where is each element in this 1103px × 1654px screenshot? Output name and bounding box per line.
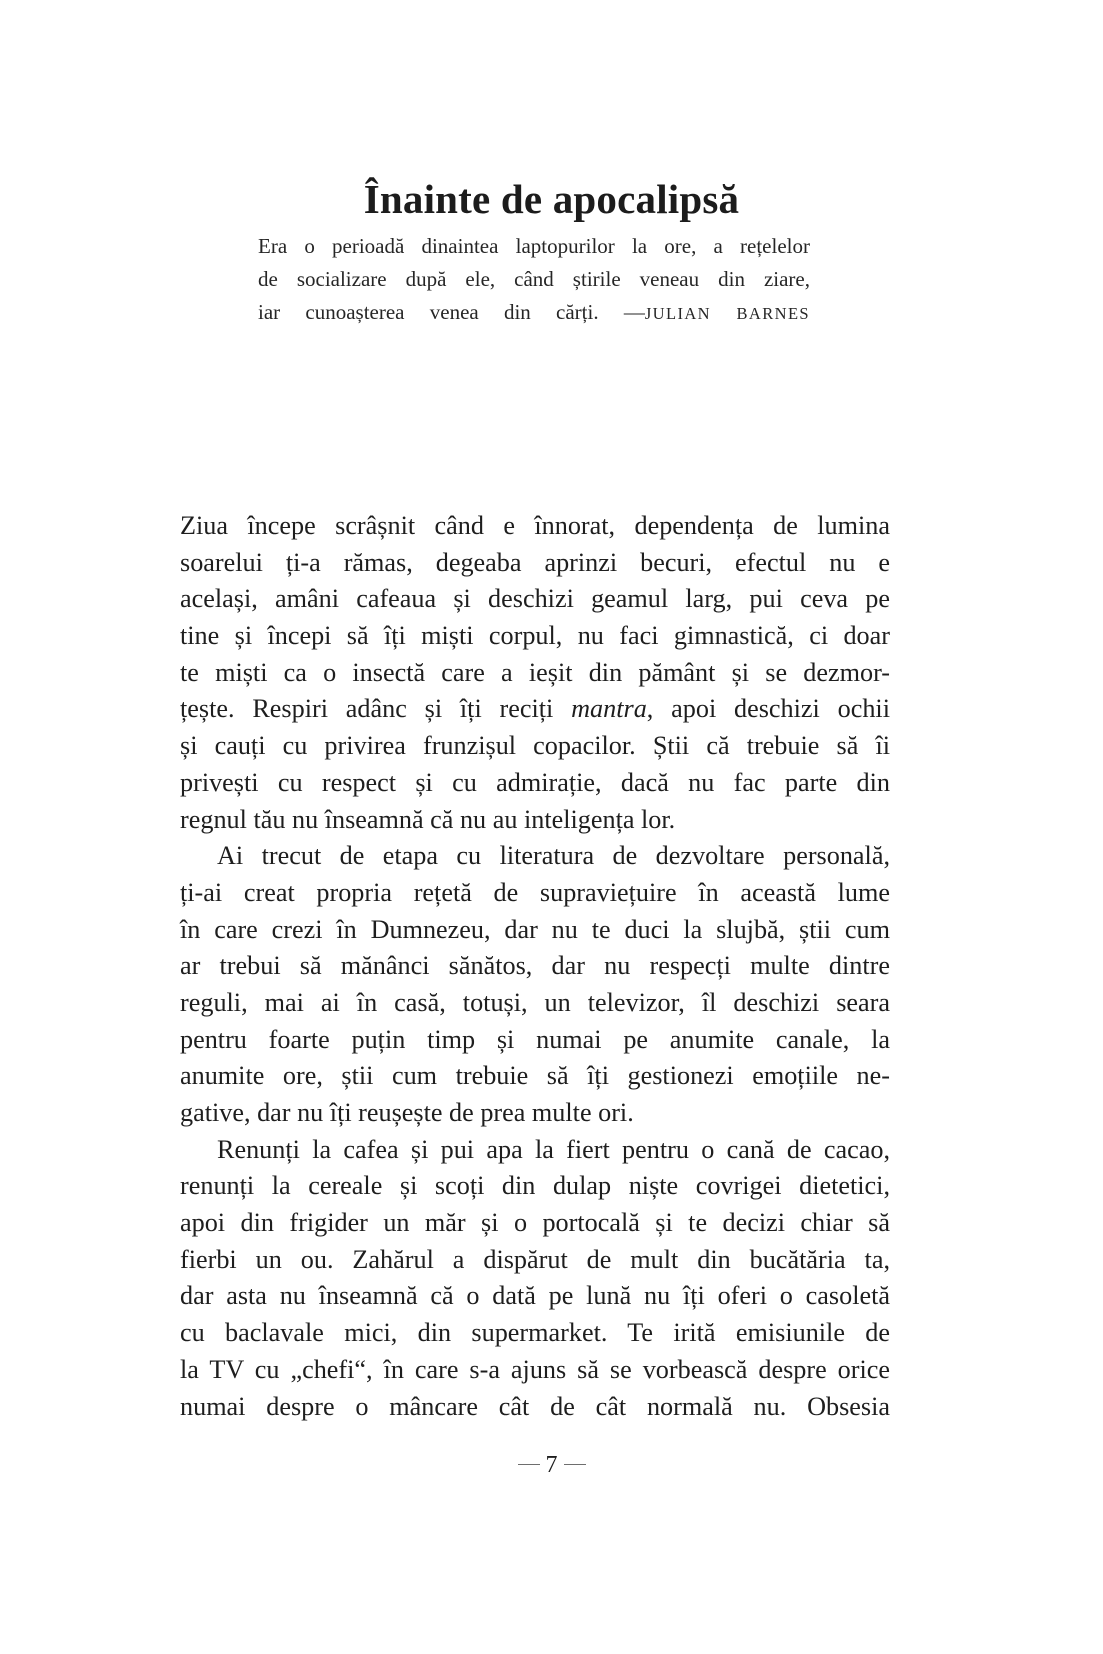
body-line: ar trebui să mănânci sănătos, dar nu respecți multe dintre [180, 951, 890, 981]
body-line: fierbi un ou. Zahărul a dispărut de mult din bucătăria ta, [180, 1244, 890, 1274]
body-line: același, amâni cafeaua și deschizi geamul larg, pui ceva pe [180, 584, 890, 614]
epigraph-line [258, 296, 810, 330]
page-number-dash-left [518, 1464, 540, 1465]
body-line: renunți la cereale și scoți din dulap niște covrigei dietetici, [180, 1171, 890, 1201]
body-line: Renunți la cafea și pui apa la fiert pentru o cană de cacao, [217, 1134, 890, 1164]
body-line-text: țește. Respiri adânc și îți reciți [180, 694, 572, 724]
body-line: tine și începi să îți miști corpul, nu faci gimnastică, ci doar [180, 621, 890, 651]
body-line: Ziua începe scrâșnit când e înnorat, dependența de lumina [180, 511, 890, 540]
body-line [180, 691, 890, 728]
epigraph-line: de socializare după ele, când știrile veneau din ziare, [258, 267, 810, 291]
page-number-value: 7 [545, 1452, 558, 1478]
body-line: cu baclavale mici, din supermarket. Te irită emisiunile de [180, 1318, 890, 1348]
body-line-text: , apoi deschizi ochii [646, 694, 890, 724]
emphasis-mantra: mantra [571, 694, 647, 724]
body-line: gative, dar nu îți reușește de prea multe ori. [180, 1098, 634, 1127]
body-line: reguli, mai ai în casă, totuși, un televizor, îl deschizi seara [180, 987, 890, 1017]
body-line: ți-ai creat propria rețetă de supraviețuire în această lume [180, 877, 890, 907]
body-line: regnul tău nu înseamnă că nu au inteligența lor. [180, 804, 676, 834]
page-number-dash-right [564, 1464, 586, 1465]
body-line: privești cu respect și cu admirație, dacă nu fac parte din [180, 767, 890, 797]
body-line: te miști ca o insectă care a ieșit din pământ și se dezmor- [180, 657, 890, 687]
body-line: soarelui ți-a rămas, degeaba aprinzi becuri, efectul nu e [180, 547, 890, 577]
page-number [0, 1450, 1103, 1480]
body-line: dar asta nu înseamnă că o dată pe lună nu îți oferi o casoletă [180, 1281, 890, 1311]
body-text [180, 508, 890, 1425]
epigraph [258, 230, 810, 330]
epigraph-author: JULIAN BARNES [644, 304, 811, 323]
body-line: Ai trecut de etapa cu literatura de dezvoltare personală, [217, 841, 890, 871]
body-line: apoi din frigider un măr și o portocală și te decizi chiar să [180, 1208, 890, 1238]
epigraph-dash: — [623, 300, 645, 324]
epigraph-line: Era o perioadă dinaintea laptopurilor la ore, a rețelelor [258, 234, 810, 258]
chapter-title: Înainte de apocalipsă [363, 176, 740, 223]
body-line: numai despre o mâncare cât de cât normală nu. Obsesia [180, 1391, 890, 1421]
body-line: pentru foarte puțin timp și numai pe anumite canale, la [180, 1024, 890, 1054]
epigraph-line-text: iar cunoașterea venea din cărți. [258, 300, 599, 324]
body-line: la TV cu „chefi“, în care s-a ajuns să se vorbească despre orice [180, 1354, 890, 1384]
body-line: și cauți cu privirea frunzișul copacilor. Știi că trebuie să îi [180, 731, 890, 761]
body-line: anumite ore, știi cum trebuie să îți gestionezi emoțiile ne- [180, 1061, 890, 1091]
body-line: în care crezi în Dumnezeu, dar nu te duci la slujbă, știi cum [180, 914, 890, 944]
